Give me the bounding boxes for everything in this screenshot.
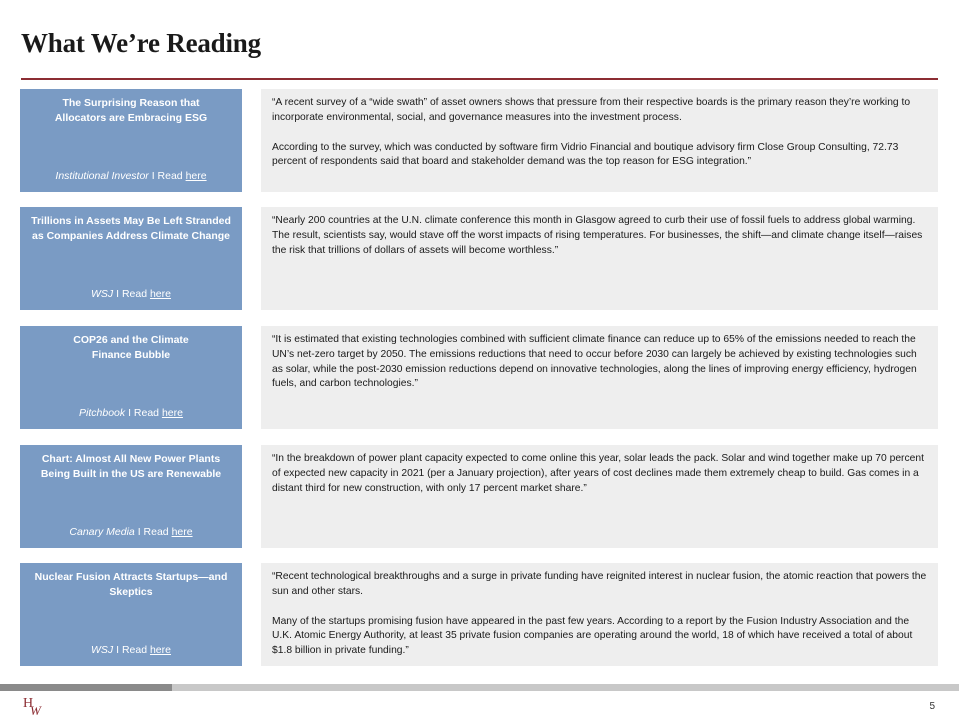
quote-paragraph: “A recent survey of a “wide swath” of asset owners shows that pressure from their respective boards is the primary reason they’re working to incorporate environmental, social, and governance measures into the investment process.: [272, 97, 911, 123]
article-source: [20, 644, 242, 656]
read-here-link[interactable]: here: [171, 526, 193, 538]
article-card: [20, 326, 242, 429]
article-quote: [261, 563, 938, 666]
article-card: [20, 207, 242, 310]
publication-name: WSJ: [91, 644, 114, 656]
quote-paragraph: According to the survey, which was conducted by software firm Vidrio Financial and boutique advisory firm Close Group Consulting, 72.73 percent of respondents said that board and stakeholder demand was the top reason for ESG integration.”: [272, 141, 899, 168]
read-separator: I Read: [125, 407, 162, 419]
quote-paragraph: Many of the startups promising fusion have appeared in the past few years. According to a report by the Fusion Industry Association and the U.K. Atomic Energy Authority, at least 35 private fusion companies are operating around the world, 18 of which have received a total of about $1.8 billion in private funding.”: [272, 615, 913, 657]
svg-text:W: W: [30, 703, 41, 716]
read-here-link[interactable]: here: [161, 407, 183, 419]
article-row: [20, 89, 938, 192]
page-title: What We’re Reading: [21, 28, 261, 58]
publication-name: Pitchbook: [79, 407, 126, 419]
article-row: [20, 445, 938, 548]
article-headline: The Surprising Reason that Allocators are Embracing ESG: [54, 97, 208, 124]
read-separator: I Read: [113, 644, 150, 656]
quote-paragraph: “It is estimated that existing technologies combined with sufficient climate finance can reduce up to 65% of the emissions needed to reach the UN’s net-zero target by 2050. The emissions reductions that need to occur before 2030 can largely be achieved by existing technologies such as solar, while the post-2030 emission reductions depend on innovative technologies, along the lines of improving energy efficiency, hydrogen fuels, and carbon technologies.”: [272, 334, 917, 390]
article-headline: Nuclear Fusion Attracts Startups—and Skeptics: [34, 571, 228, 598]
article-row: [20, 207, 938, 310]
article-headline: COP26 and the Climate Finance Bubble: [73, 334, 189, 361]
article-row: [20, 563, 938, 666]
svg-text:H: H: [23, 696, 34, 711]
hw-logo-icon: [22, 694, 48, 716]
article-quote: [261, 445, 938, 548]
read-here-link[interactable]: here: [149, 644, 171, 656]
publication-name: Institutional Investor: [55, 170, 149, 182]
article-headline: Trillions in Assets May Be Left Stranded as Companies Address Climate Change: [31, 215, 231, 242]
footer-bar-dark: [0, 684, 172, 691]
title-divider: [21, 78, 938, 80]
article-source: [20, 526, 242, 538]
read-separator: I Read: [134, 526, 172, 538]
article-quote: [261, 207, 938, 310]
read-separator: I Read: [148, 170, 186, 182]
page-number: 5: [929, 701, 935, 712]
article-card: [20, 445, 242, 548]
article-quote: [261, 89, 938, 192]
footer-bar-light: [172, 684, 959, 691]
article-source: [20, 170, 242, 182]
read-here-link[interactable]: here: [149, 288, 171, 300]
publication-name: WSJ: [91, 288, 114, 300]
read-separator: I Read: [113, 288, 150, 300]
publication-name: Canary Media: [69, 526, 135, 538]
article-card: [20, 563, 242, 666]
article-row: [20, 326, 938, 429]
article-card: [20, 89, 242, 192]
quote-paragraph: “Nearly 200 countries at the U.N. climate conference this month in Glasgow agreed to curb their use of fossil fuels to address global warming. The result, scientists say, would stave off the worst impacts of rising temperatures. For businesses, the shift—and climate change itself—raises the risk that trillions of dollars of assets will become worthless.”: [272, 215, 923, 256]
article-source: [20, 407, 242, 419]
read-here-link[interactable]: here: [185, 170, 207, 182]
article-source: [20, 288, 242, 300]
article-headline: Chart: Almost All New Power Plants Being Built in the US are Renewable: [40, 453, 222, 480]
quote-paragraph: “Recent technological breakthroughs and a surge in private funding have reignited interest in nuclear fusion, the atomic reaction that powers the sun and other stars.: [272, 571, 927, 597]
article-quote: [261, 326, 938, 429]
quote-paragraph: “In the breakdown of power plant capacity expected to come online this year, solar leads the pack. Solar and wind together make up 70 percent of expected new capacity in 2021 (per a January projection), after years of cost declines made them extremely cheap to build. Gas comes in a distant third for new construction, with only 17 percent market share.”: [272, 453, 924, 494]
